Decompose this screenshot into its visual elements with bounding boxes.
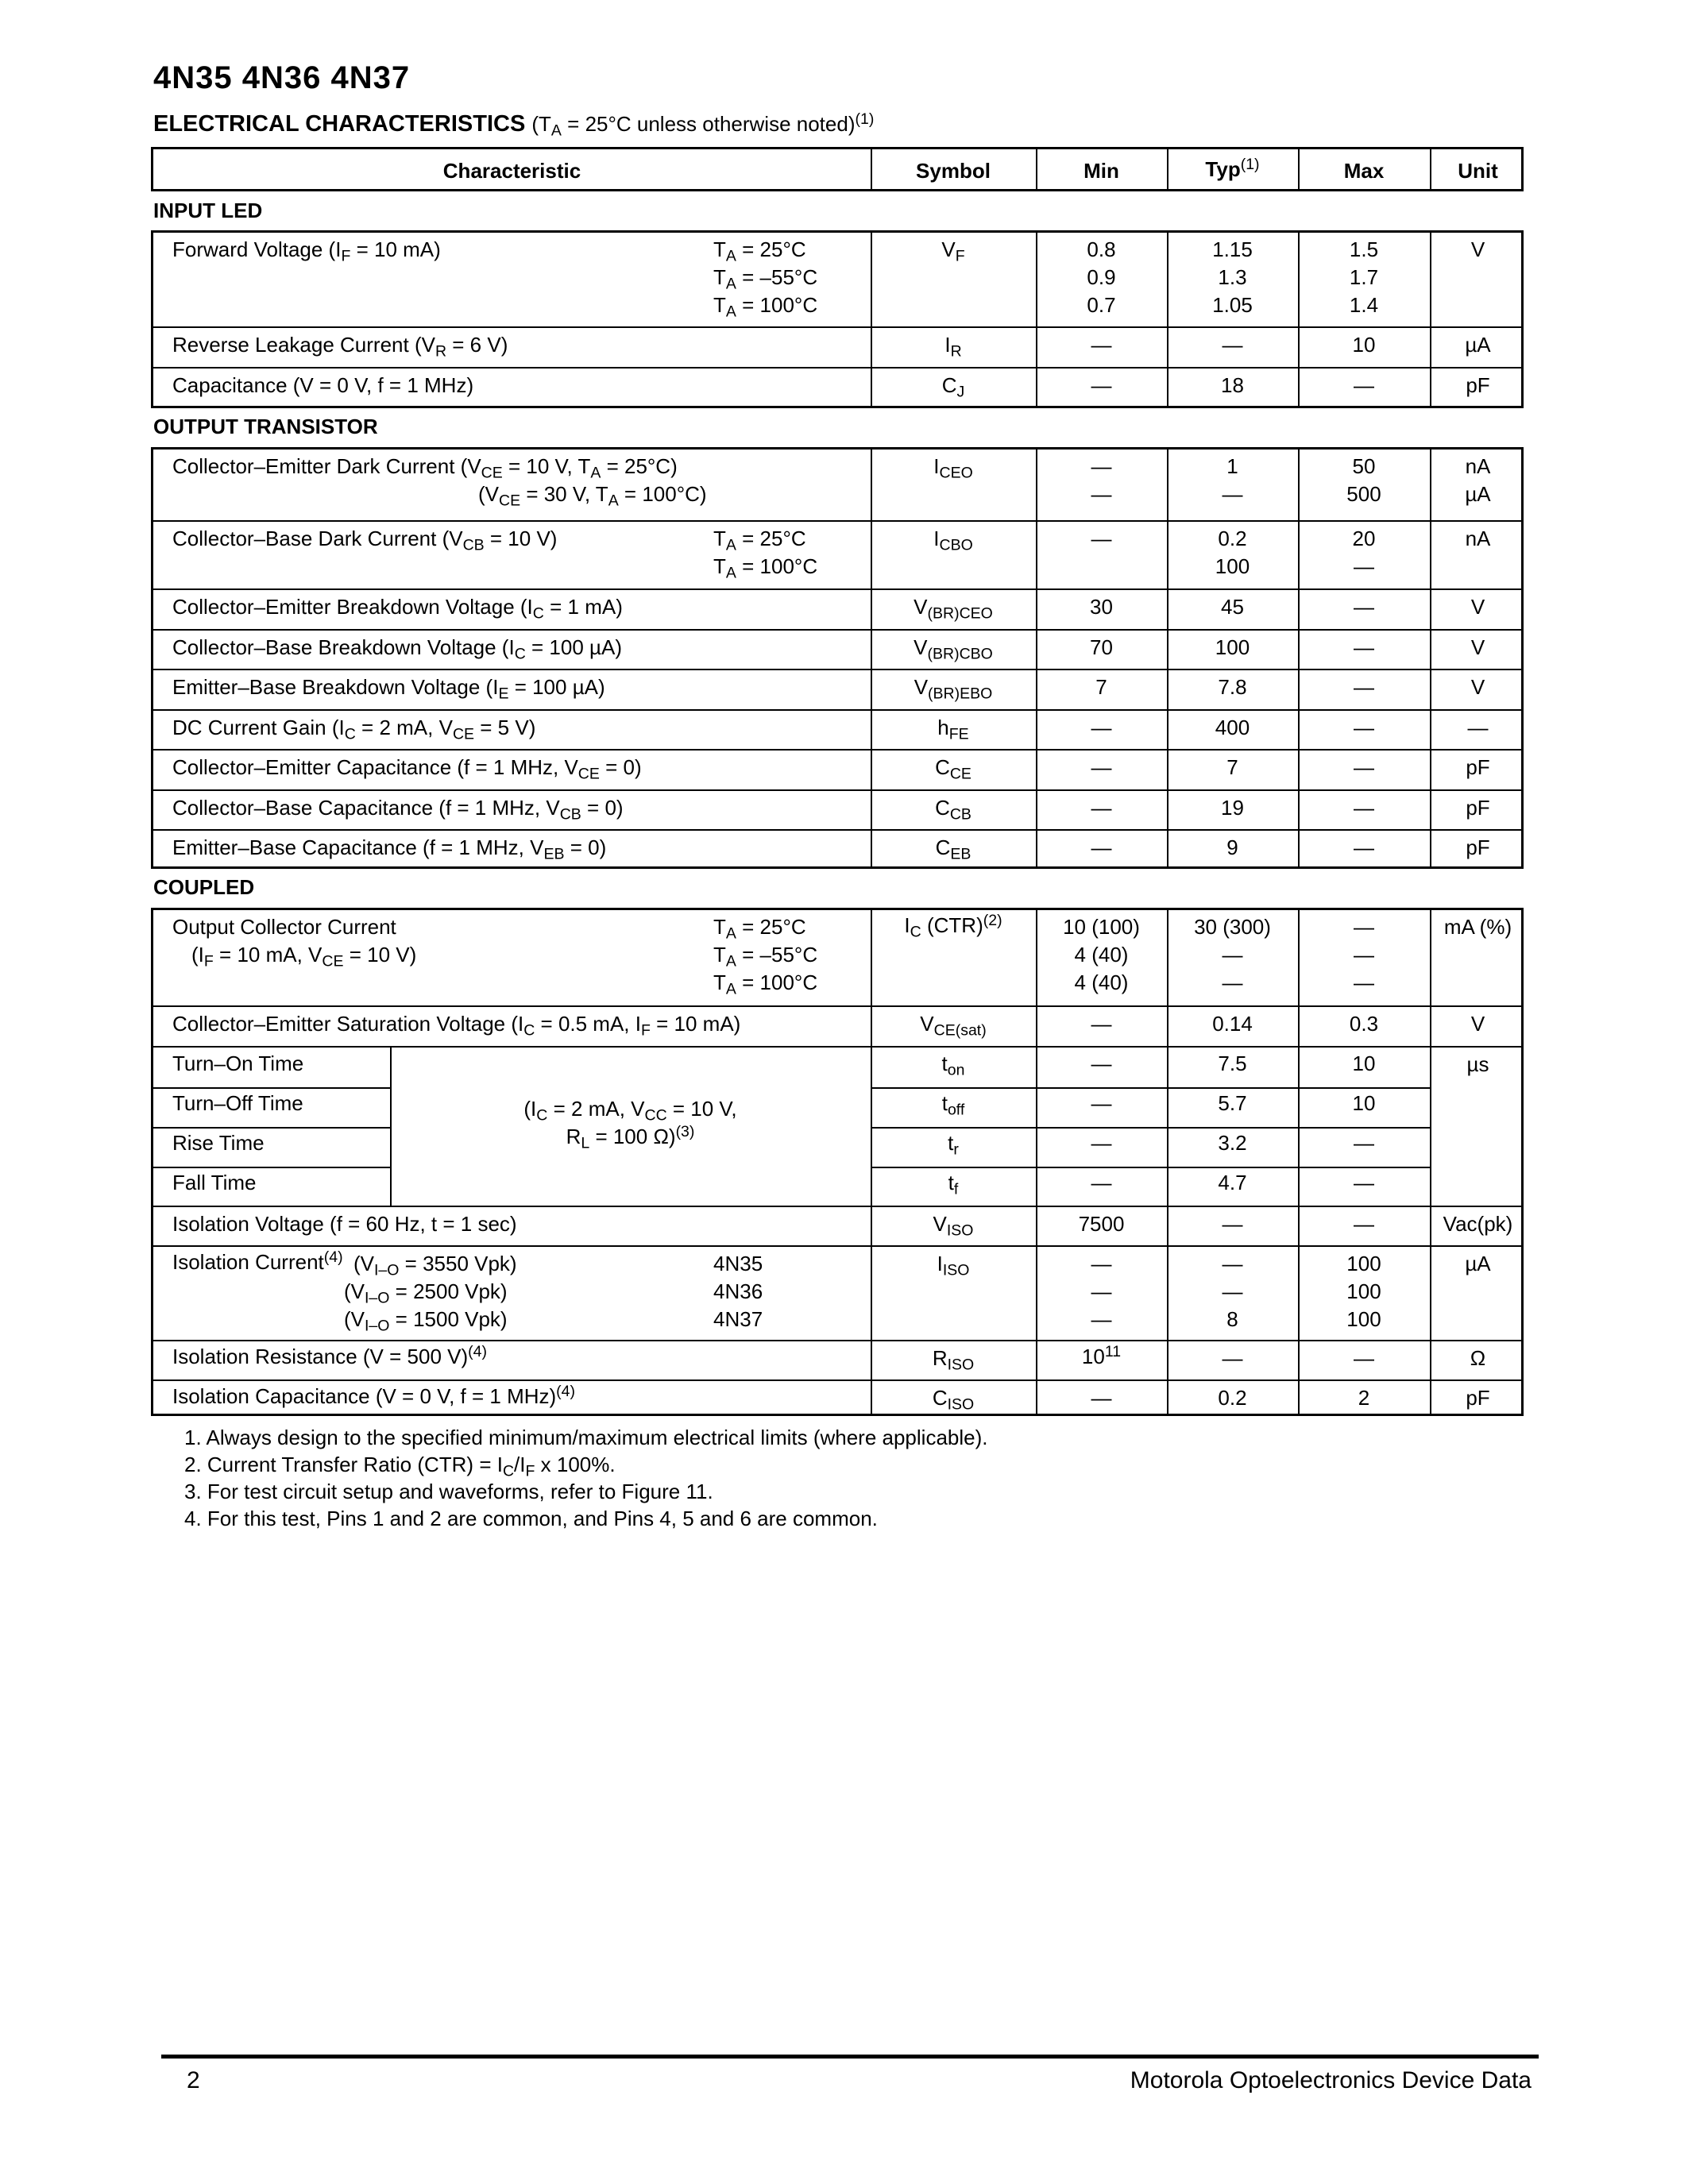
min: — [1091, 527, 1112, 550]
label: Collector–Emitter Capacitance (f = 1 MHz, $V_{CE} = 0$) [172, 755, 642, 783]
unit: nA µA [1465, 454, 1491, 506]
section-title: ELECTRICAL CHARACTERISTICS ($T_A = 25^\circ C$ unless otherwise noted)$^{(1)}$ [153, 110, 875, 140]
unit: Ω [1470, 1346, 1486, 1370]
conditions: $T_A = 25^\circ C$ $T_A = -55^\circ C$ $T_A = 100^\circ C$ [713, 915, 818, 998]
typ: — [1222, 1346, 1243, 1370]
turn-off-min: — [1091, 1091, 1112, 1115]
typ: — [1222, 333, 1243, 357]
conditions: $T_A = 25^\circ C$ $T_A = 100^\circ C$ [713, 527, 818, 582]
part-numbers: 4N35 4N36 4N37 [713, 1252, 763, 1331]
turn-off-symbol: $t_{off}$ [941, 1091, 965, 1119]
row-isolation-current [153, 1245, 1521, 1340]
max: — — — [1354, 915, 1374, 994]
conditions: $T_A = 25^\circ C$ $T_A = -55^\circ C$ $T_A = 100^\circ C$ [713, 237, 818, 321]
unit: µA [1465, 1252, 1491, 1275]
row-cce [153, 749, 1521, 789]
max: — [1354, 716, 1374, 739]
turn-on-max: 10 [1352, 1051, 1376, 1075]
label: Output Collector Current ($I_F = 10$ mA, $V_{CE} = 10$ V) [172, 915, 417, 970]
rise-time-min: — [1091, 1131, 1112, 1155]
turn-off-typ: 5.7 [1218, 1091, 1247, 1115]
min: — [1091, 373, 1112, 397]
max: — [1354, 595, 1374, 619]
max: — [1354, 675, 1374, 699]
unit: V [1470, 237, 1485, 261]
typ: 7.8 [1218, 675, 1247, 699]
row-isolation-voltage [153, 1206, 1521, 1245]
group-coupled: COUPLED [153, 875, 255, 899]
footnote-3: 3. For test circuit setup and waveforms, refer to Figure 11. [184, 1480, 713, 1503]
fall-time-label: Fall Time [172, 1171, 257, 1194]
max: 0.3 [1349, 1012, 1379, 1036]
symbol: $C_{EB}$ [935, 835, 971, 863]
label: Collector–Emitter Breakdown Voltage ($I_C = 1$ mA) [172, 595, 623, 623]
label: Reverse Leakage Current ($V_R = 6$ V) [172, 333, 508, 361]
typ: 0.2 [1218, 1386, 1247, 1410]
min: 30 [1090, 595, 1113, 619]
row-ccb [153, 789, 1521, 829]
col-min: Min [1083, 159, 1119, 183]
symbol: $I_C$ (CTR)$^{(2)}$ [904, 912, 1002, 941]
typ: 30 (300) — — [1194, 915, 1271, 994]
turn-off-max: 10 [1352, 1091, 1376, 1115]
symbol: $C_{ISO}$ [932, 1386, 975, 1414]
min: — [1091, 835, 1112, 859]
col-characteristic: Characteristic [442, 159, 581, 183]
symbol: $C_{CB}$ [935, 796, 971, 824]
fall-time-typ: 4.7 [1218, 1171, 1247, 1194]
symbol: $V_F$ [941, 237, 965, 265]
min: — — — [1091, 1252, 1112, 1331]
max: — [1354, 1346, 1374, 1370]
typ: — [1222, 1212, 1243, 1236]
unit: µA [1465, 333, 1491, 357]
label: Isolation Resistance (V = 500 V)$^{(4)}$ [172, 1343, 487, 1368]
coupled-table [151, 908, 1524, 1416]
footnote-2: 2. Current Transfer Ratio $(CTR) = I_C/I_F$ x 100%. [184, 1453, 616, 1480]
label: Isolation Capacitance (V = 0 V, f = 1 MHz)$^{(4)}$ [172, 1383, 576, 1408]
label: Collector–Emitter Dark Current ($V_{CE} = 10$ V, $T_A = 25^\circ C$) ($V_{CE} = 30$ V, $T_A = 100^\circ C$) [172, 454, 707, 510]
switching-conditions: ($I_C = 2$ mA, $V_{CC} = 10$ V, $R_L = 100$ Ω)$^{(3)}$ [523, 1097, 737, 1152]
label: Isolation Current$^{(4)}$ [172, 1248, 343, 1274]
row-output-collector-current [153, 910, 1521, 1005]
typ: 1.15 1.3 1.05 [1212, 237, 1253, 317]
symbol: $I_{CEO}$ [933, 454, 973, 482]
row-vce-sat [153, 1005, 1521, 1046]
typ: 0.14 [1212, 1012, 1253, 1036]
max: 50 500 [1346, 454, 1381, 506]
typ: 9 [1226, 835, 1238, 859]
label: Collector–Base Capacitance (f = 1 MHz, $V_{CB} = 0$) [172, 796, 624, 824]
max: — [1354, 755, 1374, 779]
min: — [1091, 1012, 1112, 1036]
min: — [1091, 796, 1112, 820]
col-unit: Unit [1458, 159, 1498, 183]
max: — [1354, 1212, 1374, 1236]
symbol: $I_R$ [944, 333, 962, 361]
unit: V [1470, 1012, 1485, 1036]
label: Forward Voltage ($I_F = 10$ mA) [172, 237, 441, 265]
min: — [1091, 716, 1112, 739]
unit: — [1467, 716, 1489, 739]
min: 10 (100) 4 (40) 4 (40) [1063, 915, 1140, 994]
footer-rule [161, 2055, 1539, 2059]
col-symbol: Symbol [916, 159, 991, 183]
input-led-table [151, 230, 1524, 408]
min: 70 [1090, 635, 1113, 659]
max: — [1354, 635, 1374, 659]
output-transistor-table [151, 447, 1524, 869]
symbol: $V_{ISO}$ [933, 1212, 974, 1240]
min: $10^{11}$ [1081, 1343, 1122, 1368]
fall-time-max: — [1354, 1171, 1374, 1194]
footnotes [184, 1424, 988, 1532]
min: — [1091, 755, 1112, 779]
rise-time-symbol: $t_r$ [948, 1131, 959, 1159]
col-typ: Typ$^{(1)}$ [1205, 156, 1260, 181]
page-number: 2 [187, 2067, 200, 2093]
unit: V [1470, 595, 1485, 619]
group-output-transistor: OUTPUT TRANSISTOR [153, 415, 378, 438]
footnote-4: 4. For this test, Pins 1 and 2 are common, and Pins 4, 5 and 6 are common. [184, 1507, 878, 1530]
typ: 45 [1221, 595, 1244, 619]
rise-time-max: — [1354, 1131, 1374, 1155]
max: 10 [1352, 333, 1376, 357]
typ: 400 [1215, 716, 1250, 739]
row-iceo [153, 450, 1521, 520]
min: — [1091, 333, 1112, 357]
symbol: $C_J$ [941, 373, 965, 401]
label: Emitter–Base Capacitance (f = 1 MHz, $V_{EB} = 0$) [172, 835, 607, 863]
group-input-led: INPUT LED [153, 199, 263, 222]
turn-on-min: — [1091, 1051, 1112, 1075]
unit: pF [1466, 373, 1490, 397]
row-vbrcbo [153, 629, 1521, 669]
max: — [1354, 835, 1374, 859]
typ: 7 [1226, 755, 1238, 779]
row-isolation-resistance [153, 1340, 1521, 1379]
unit: pF [1466, 796, 1490, 820]
max: 2 [1358, 1386, 1370, 1410]
symbol: $V_{(BR)CBO}$ [914, 635, 993, 663]
min: 7 [1095, 675, 1107, 699]
min: 0.8 0.9 0.7 [1087, 237, 1116, 317]
unit: V [1470, 675, 1485, 699]
max: 100 100 100 [1346, 1252, 1381, 1331]
switching-unit: µs [1466, 1052, 1489, 1076]
symbol: $V_{(BR)CEO}$ [914, 595, 993, 623]
label: Collector–Base Dark Current ($V_{CB} = 10$ V) [172, 527, 558, 554]
row-capacitance [153, 367, 1521, 408]
label: Capacitance (V = 0 V, f = 1 MHz) [172, 373, 474, 397]
col-max: Max [1343, 159, 1385, 183]
row-isolation-capacitance [153, 1379, 1521, 1416]
max: — [1354, 373, 1374, 397]
turn-on-symbol: $t_{on}$ [941, 1051, 965, 1079]
unit: mA (%) [1443, 915, 1512, 939]
row-icbo [153, 520, 1521, 588]
min: — [1091, 1386, 1112, 1410]
row-vbrceo [153, 588, 1521, 629]
typ: 1 — [1222, 454, 1243, 506]
symbol: $h_{FE}$ [937, 716, 969, 743]
turn-on-typ: 7.5 [1218, 1051, 1247, 1075]
column-header-row [151, 147, 1524, 191]
symbol: $I_{CBO}$ [933, 527, 973, 554]
row-forward-voltage [153, 233, 1521, 326]
label: Emitter–Base Breakdown Voltage ($I_E = 100$ µA) [172, 675, 605, 703]
label: Collector–Base Breakdown Voltage ($I_C = 100$ µA) [172, 635, 623, 663]
turn-on-label: Turn–On Time [172, 1051, 304, 1075]
unit: V [1470, 635, 1485, 659]
row-reverse-leakage [153, 326, 1521, 367]
symbol: $C_{CE}$ [935, 755, 971, 783]
symbol: $V_{(BR)EBO}$ [914, 675, 993, 703]
typ: 19 [1221, 796, 1244, 820]
typ: — — 8 [1222, 1252, 1243, 1331]
unit: pF [1466, 1386, 1490, 1410]
label: Isolation Voltage (f = 60 Hz, t = 1 sec) [172, 1212, 517, 1236]
max: 20 — [1352, 527, 1376, 578]
min: 7500 [1078, 1212, 1125, 1236]
symbol: $R_{ISO}$ [932, 1346, 975, 1374]
row-hfe [153, 709, 1521, 749]
fall-time-min: — [1091, 1171, 1112, 1194]
turn-off-label: Turn–Off Time [172, 1091, 303, 1115]
typ: 0.2 100 [1215, 527, 1250, 578]
typ: 18 [1221, 373, 1244, 397]
unit: nA [1465, 527, 1491, 550]
footnote-1: 1. Always design to the specified minimum/maximum electrical limits (where applicable). [184, 1426, 988, 1449]
unit: pF [1466, 835, 1490, 859]
row-vbrebo [153, 669, 1521, 709]
min: — — [1091, 454, 1112, 506]
rise-time-typ: 3.2 [1218, 1131, 1247, 1155]
switching-block [153, 1046, 1521, 1206]
rise-time-label: Rise Time [172, 1131, 265, 1155]
voltage-conditions: ($V_{I-O} = 3550$ Vpk) ($V_{I-O} = 2500$ Vpk) ($V_{I-O} = 1500$ Vpk) [344, 1252, 517, 1335]
fall-time-symbol: $t_f$ [948, 1171, 959, 1198]
symbol: $I_{ISO}$ [937, 1252, 970, 1279]
footer-brand: Motorola Optoelectronics Device Data [1130, 2067, 1532, 2093]
max: 1.5 1.7 1.4 [1349, 237, 1379, 317]
page-title: 4N35 4N36 4N37 [153, 60, 411, 95]
typ: 100 [1215, 635, 1250, 659]
label: DC Current Gain ($I_C = 2$ mA, $V_{CE} = 5$ V) [172, 716, 536, 743]
unit: pF [1466, 755, 1490, 779]
row-ceb [153, 829, 1521, 869]
max: — [1354, 796, 1374, 820]
unit: Vac(pk) [1443, 1212, 1513, 1236]
symbol: $V_{CE(sat)}$ [920, 1012, 987, 1040]
label: Collector–Emitter Saturation Voltage ($I_C = 0.5$ mA, $I_F = 10$ mA) [172, 1012, 741, 1040]
